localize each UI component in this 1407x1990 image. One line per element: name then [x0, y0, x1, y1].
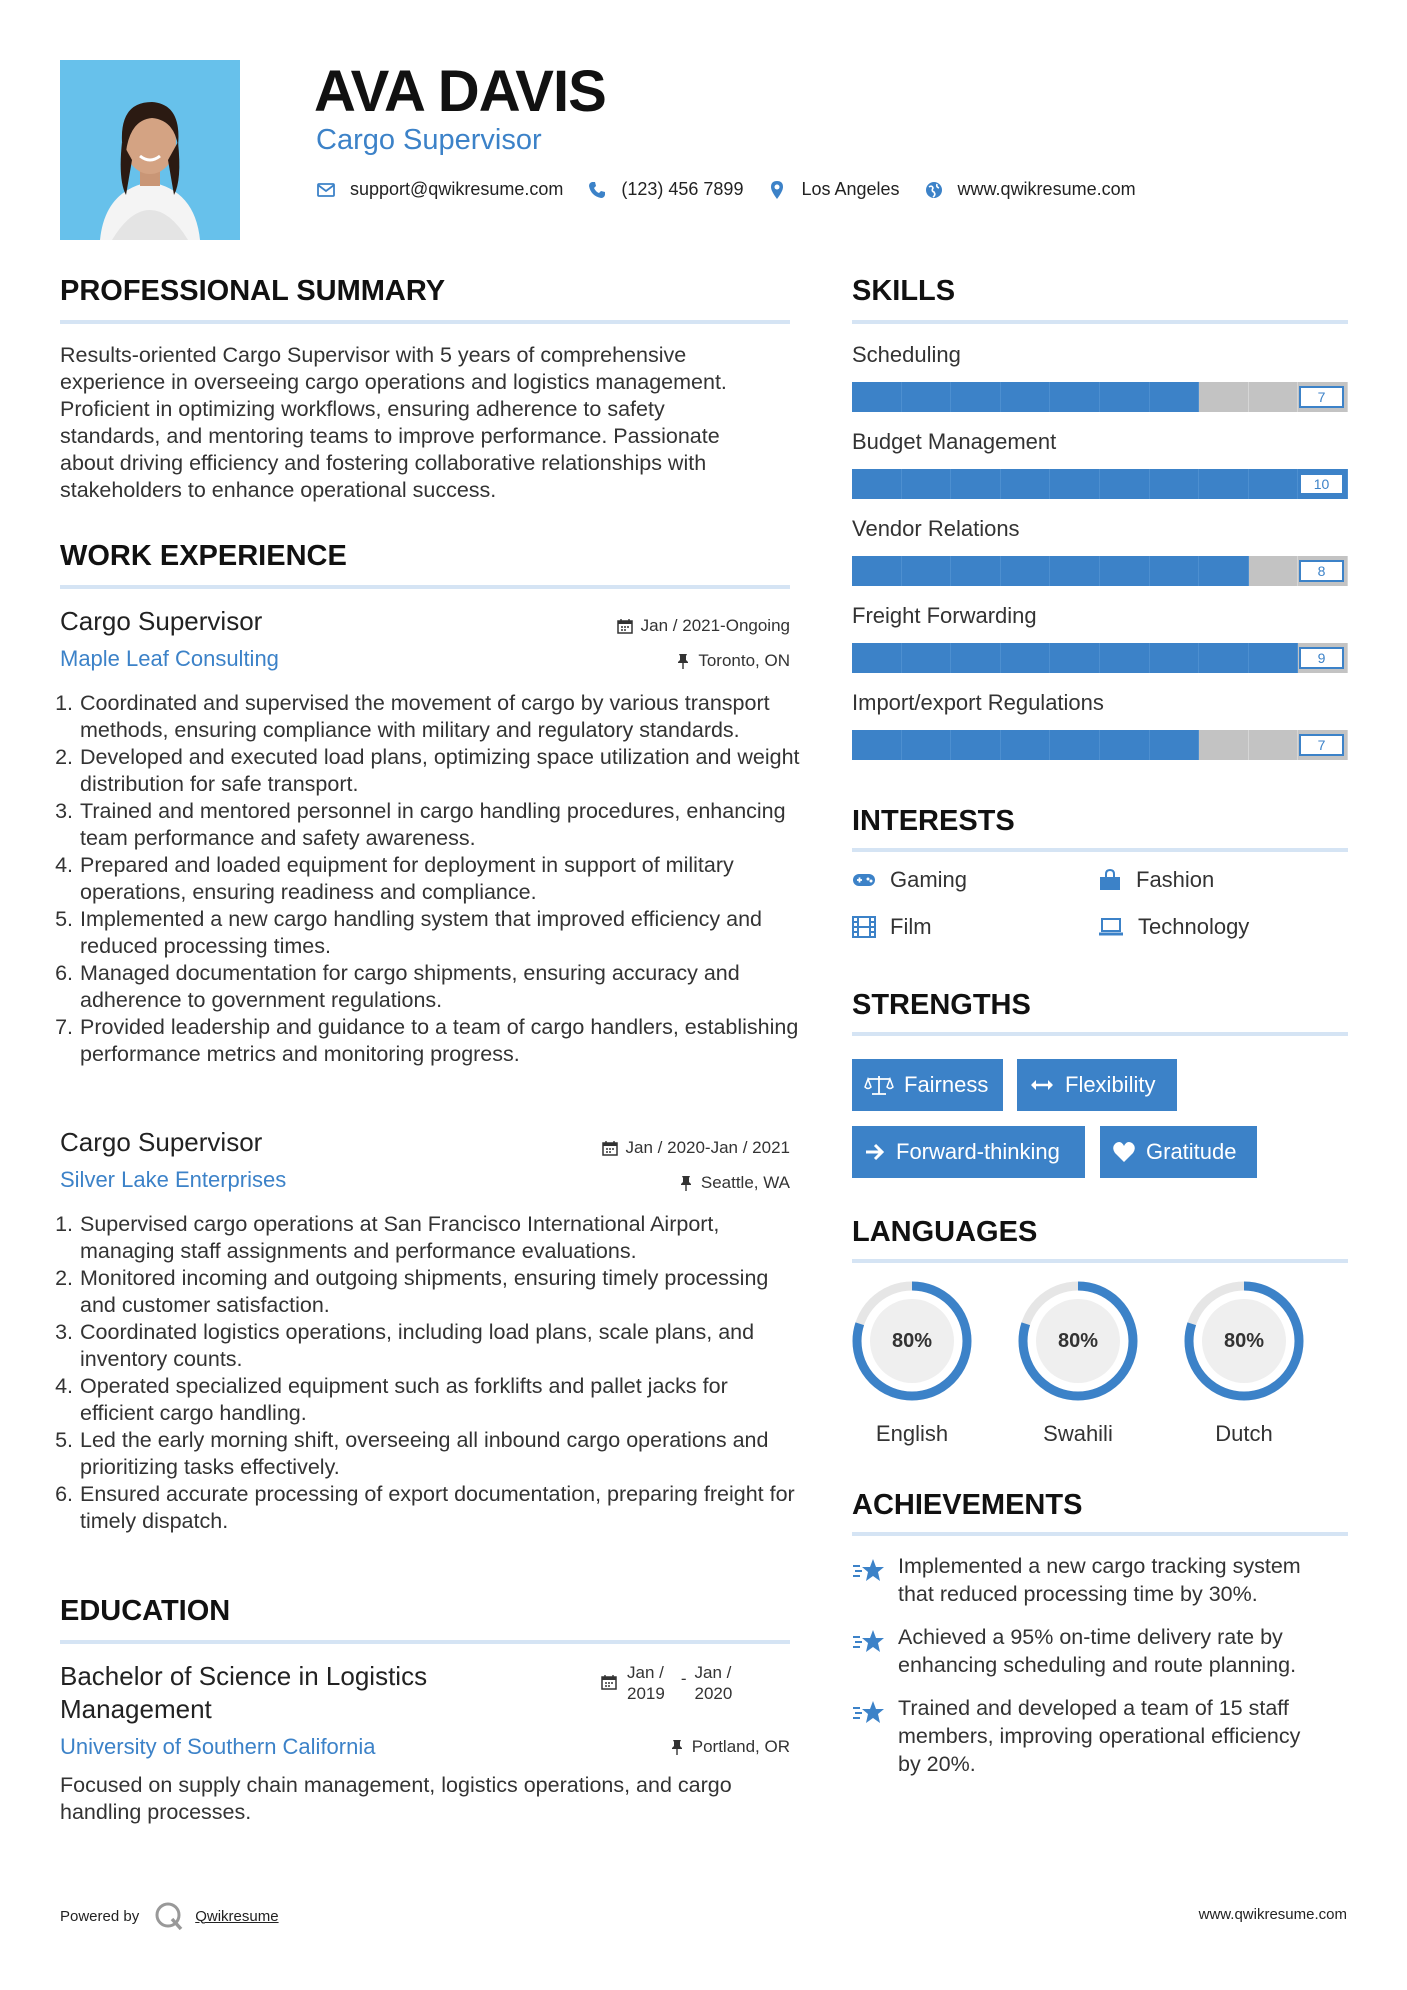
achievement-line: members, improving operational efficiency	[898, 1724, 1301, 1748]
list-item: 1. Supervised cargo operations at San Francisco International Airport, managing staff assignments and performance evaluations.	[79, 1211, 800, 1265]
skill-bar-segment	[1150, 382, 1200, 412]
achievement-line: Implemented a new cargo tracking system	[898, 1554, 1301, 1578]
shooting-star-icon	[852, 1698, 886, 1726]
experience-heading: WORK EXPERIENCE	[60, 540, 347, 572]
skill-bar-segment	[1100, 730, 1150, 760]
list-item: 7. Provided leadership and guidance to a team of cargo handlers, establishing performance metrics and monitoring progress.	[79, 1014, 800, 1068]
skill-bar-segment	[1249, 730, 1299, 760]
job-location-text: Toronto, ON	[698, 651, 790, 670]
language-percent: 80%	[1057, 1330, 1099, 1352]
skill-bar-segment	[852, 469, 902, 499]
pushpin-icon	[679, 1175, 693, 1191]
arrows-horizontal-icon	[1029, 1077, 1055, 1093]
strength-label: Flexibility	[1065, 1072, 1156, 1097]
interest-label: Fashion	[1136, 867, 1215, 892]
skill-bar-segment	[1100, 643, 1150, 673]
strengths-heading: STRENGTHS	[852, 989, 1031, 1021]
achievement-item	[852, 1623, 1352, 1679]
interests-rule	[852, 848, 1348, 852]
education-dates: Jan / 2019 - Jan / 2020	[601, 1662, 732, 1704]
job-title: Cargo Supervisor	[60, 606, 263, 636]
language-item	[850, 1279, 974, 1447]
summary-line: standards, and mentoring teams to improve performance. Passionate	[60, 424, 720, 448]
list-item: 5. Led the early morning shift, overseeing all inbound cargo operations and prioritizing tasks effectively.	[79, 1427, 800, 1481]
strength-flexibility	[1017, 1059, 1177, 1111]
profile-photo	[60, 60, 240, 240]
qwikresume-logo-icon	[153, 1900, 185, 1932]
achievement-line: enhancing scheduling and route planning.	[898, 1653, 1297, 1677]
degree-title	[60, 1660, 427, 1726]
skill-bar-segment	[1199, 469, 1249, 499]
contact-location: Los Angeles	[801, 179, 900, 199]
language-item	[1016, 1279, 1140, 1447]
education-location-text: Portland, OR	[691, 1737, 790, 1756]
achievement-line: Achieved a 95% on-time delivery rate by	[898, 1625, 1283, 1649]
list-item: 6. Managed documentation for cargo shipments, ensuring accuracy and adherence to government regulations.	[79, 960, 800, 1014]
skill-bar-segment	[1249, 556, 1299, 586]
calendar-icon	[617, 618, 633, 634]
skill-bar-segment	[902, 643, 952, 673]
job-dates	[490, 1138, 790, 1158]
skill-bar-segment	[852, 556, 902, 586]
language-percent: 80%	[1223, 1330, 1265, 1352]
skill-bar-segment	[1150, 556, 1200, 586]
languages-heading: LANGUAGES	[852, 1216, 1038, 1248]
education-line: handling processes.	[60, 1800, 252, 1824]
list-item: 2. Monitored incoming and outgoing shipments, ensuring timely processing and customer satisfaction.	[79, 1265, 800, 1319]
job-dates-text: Jan / 2020-Jan / 2021	[625, 1138, 790, 1157]
edu-start-year: 2019	[627, 1684, 665, 1703]
summary-line: stakeholders to enhance operational success.	[60, 478, 497, 502]
skill-bar-segment	[1100, 556, 1150, 586]
skill-level-value: 7	[1299, 734, 1344, 756]
achievements-heading: ACHIEVEMENTS	[852, 1489, 1083, 1521]
skill-bar-segment	[1249, 382, 1299, 412]
achievement-item	[852, 1694, 1352, 1778]
calendar-icon	[602, 1140, 618, 1156]
list-item: 3. Trained and mentored personnel in cargo handling procedures, enhancing team performance and safety awareness.	[79, 798, 800, 852]
skill-bar-segment	[1050, 469, 1100, 499]
skills-rule	[852, 320, 1348, 324]
map-marker-icon	[767, 180, 787, 200]
job-company: Silver Lake Enterprises	[60, 1167, 287, 1192]
education-description	[60, 1772, 800, 1826]
strength-label: Gratitude	[1146, 1139, 1237, 1164]
skill-bar-segment	[951, 469, 1001, 499]
skill-bar-segment	[852, 643, 902, 673]
globe-icon	[924, 180, 944, 200]
strength-label: Fairness	[904, 1072, 989, 1097]
skill-level-value: 10	[1299, 473, 1344, 495]
arrow-right-icon	[864, 1142, 886, 1162]
contact-email[interactable]: support@qwikresume.com	[350, 179, 564, 199]
skill-bar-segment	[1249, 643, 1299, 673]
strength-fairness	[852, 1059, 1003, 1111]
language-name: Swahili	[1043, 1421, 1113, 1446]
job-location	[490, 1173, 790, 1193]
shopping-bag-icon	[1098, 869, 1122, 891]
skill-bar-segment	[951, 556, 1001, 586]
achievements-rule	[852, 1532, 1348, 1536]
skill-name: Scheduling	[852, 342, 961, 367]
skill-level-bar	[852, 382, 1348, 412]
list-item: 2. Developed and executed load plans, optimizing space utilization and weight distribution for safe transport.	[79, 744, 800, 798]
skill-bar-segment	[1150, 469, 1200, 499]
achievement-line: Trained and developed a team of 15 staff	[898, 1696, 1289, 1720]
languages-rule	[852, 1259, 1348, 1263]
summary-heading: PROFESSIONAL SUMMARY	[60, 275, 446, 307]
list-item: 6. Ensured accurate processing of export documentation, preparing freight for timely dispatch.	[79, 1481, 800, 1535]
shooting-star-icon	[852, 1627, 886, 1655]
language-name: English	[875, 1421, 949, 1446]
summary-line: Proficient in optimizing workflows, ensuring adherence to safety	[60, 397, 665, 421]
achievement-line: that reduced processing time by 30%.	[898, 1582, 1258, 1606]
candidate-name: AVA DAVIS	[314, 59, 606, 124]
list-item: 1. Coordinated and supervised the movement of cargo by various transport methods, ensuring compliance with military and regulatory standards.	[79, 690, 800, 744]
phone-icon	[587, 180, 607, 200]
skill-bar-segment	[902, 469, 952, 499]
language-percent: 80%	[891, 1330, 933, 1352]
interest-label: Technology	[1138, 914, 1250, 939]
skill-bar-segment	[1150, 643, 1200, 673]
skill-name: Freight Forwarding	[852, 603, 1037, 628]
strengths-rule	[852, 1032, 1348, 1036]
skill-bar-segment	[1150, 730, 1200, 760]
skill-bar-segment	[951, 730, 1001, 760]
experience-rule	[60, 585, 790, 589]
laptop-icon	[1098, 917, 1124, 937]
list-item: 4. Operated specialized equipment such as forklifts and pallet jacks for efficient cargo handling.	[79, 1373, 800, 1427]
summary-line: about driving efficiency and fostering collaborative relationships with	[60, 451, 707, 475]
skills-heading: SKILLS	[852, 275, 956, 307]
brand-link[interactable]: Qwikresume	[195, 1907, 279, 1925]
skill-level-bar	[852, 469, 1348, 499]
skill-bar-segment	[1050, 643, 1100, 673]
interest-film	[852, 914, 932, 940]
skill-bar-segment	[1100, 382, 1150, 412]
degree-line: Bachelor of Science in Logistics	[60, 1661, 428, 1691]
skill-name: Import/export Regulations	[852, 690, 1104, 715]
skill-bar-segment	[1249, 469, 1299, 499]
job-title: Cargo Supervisor	[60, 1127, 263, 1157]
list-item: 5. Implemented a new cargo handling system that improved efficiency and reduced processing times.	[79, 906, 800, 960]
footer-website[interactable]: www.qwikresume.com	[1198, 1906, 1347, 1923]
school-name: University of Southern California	[60, 1734, 376, 1759]
contact-phone[interactable]: (123) 456 7899	[621, 179, 744, 199]
skill-level-value: 9	[1299, 647, 1344, 669]
strength-gratitude	[1100, 1126, 1257, 1178]
pushpin-icon	[670, 1739, 684, 1755]
skill-bar-segment	[1001, 469, 1051, 499]
pushpin-icon	[676, 653, 690, 669]
skill-bar-segment	[1199, 730, 1249, 760]
summary-line: Results-oriented Cargo Supervisor with 5 years of comprehensive	[60, 343, 687, 367]
language-name: Dutch	[1215, 1421, 1273, 1446]
skill-name: Budget Management	[852, 429, 1057, 454]
job-location	[490, 651, 790, 671]
skill-bar-segment	[902, 556, 952, 586]
education-heading: EDUCATION	[60, 1595, 231, 1627]
skill-bar-segment	[1001, 730, 1051, 760]
film-icon	[852, 916, 876, 938]
skill-level-value: 7	[1299, 386, 1344, 408]
job-responsibilities	[60, 1211, 800, 1535]
interests-heading: INTERESTS	[852, 805, 1015, 837]
calendar-icon	[601, 1674, 617, 1690]
language-item	[1182, 1279, 1306, 1447]
strength-forward-thinking	[852, 1126, 1085, 1178]
balance-scale-icon	[864, 1074, 894, 1096]
degree-line: Management	[60, 1694, 212, 1724]
skill-bar-segment	[1199, 556, 1249, 586]
skill-level-bar	[852, 643, 1348, 673]
skill-bar-segment	[902, 730, 952, 760]
skill-bar-segment	[852, 730, 902, 760]
powered-by-label: Powered by	[60, 1907, 140, 1925]
job-responsibilities	[60, 690, 800, 1068]
job-location-text: Seattle, WA	[700, 1173, 790, 1192]
job-company: Maple Leaf Consulting	[60, 646, 279, 671]
skill-bar-segment	[902, 382, 952, 412]
skill-bar-segment	[852, 382, 902, 412]
skill-bar-segment	[1199, 643, 1249, 673]
skill-bar-segment	[1001, 556, 1051, 586]
contact-website[interactable]: www.qwikresume.com	[957, 179, 1136, 199]
footer-powered-by	[60, 1900, 279, 1932]
candidate-role: Cargo Supervisor	[316, 124, 542, 156]
heart-icon	[1112, 1141, 1136, 1163]
education-location	[490, 1737, 790, 1757]
edu-end-year: 2020	[694, 1684, 733, 1703]
interest-technology	[1098, 914, 1249, 940]
interest-label: Gaming	[890, 867, 968, 892]
skill-bar-segment	[1199, 382, 1249, 412]
edu-start-month: Jan /	[627, 1663, 664, 1682]
summary-rule	[60, 320, 790, 324]
summary-line: experience in overseeing cargo operations and logistics management.	[60, 370, 727, 394]
education-rule	[60, 1640, 790, 1644]
envelope-icon	[316, 180, 336, 200]
skill-level-bar	[852, 730, 1348, 760]
skill-bar-segment	[951, 643, 1001, 673]
skill-level-value: 8	[1299, 560, 1344, 582]
skill-bar-segment	[1001, 643, 1051, 673]
list-item: 4. Prepared and loaded equipment for deployment in support of military operations, ensuring readiness and compliance.	[79, 852, 800, 906]
shooting-star-icon	[852, 1556, 886, 1584]
interest-label: Film	[890, 914, 932, 939]
skill-level-bar	[852, 556, 1348, 586]
interest-gaming	[852, 867, 967, 893]
interest-fashion	[1098, 867, 1214, 893]
edu-end-month: Jan /	[694, 1663, 732, 1682]
achievement-line: by 20%.	[898, 1752, 976, 1776]
job-dates-text: Jan / 2021-Ongoing	[640, 616, 790, 635]
skill-bar-segment	[1001, 382, 1051, 412]
strength-label: Forward-thinking	[896, 1139, 1060, 1164]
skill-bar-segment	[1050, 730, 1100, 760]
contact-bar	[316, 179, 1160, 200]
job-dates	[490, 616, 790, 636]
skill-bar-segment	[1100, 469, 1150, 499]
education-line: Focused on supply chain management, logistics operations, and cargo	[60, 1773, 732, 1797]
skill-bar-segment	[1050, 382, 1100, 412]
achievement-item	[852, 1552, 1352, 1608]
list-item: 3. Coordinated logistics operations, including load plans, scale plans, and inventory counts.	[79, 1319, 800, 1373]
skill-bar-segment	[1050, 556, 1100, 586]
gamepad-icon	[852, 872, 876, 888]
skill-name: Vendor Relations	[852, 516, 1020, 541]
summary-text	[60, 342, 800, 504]
skill-bar-segment	[951, 382, 1001, 412]
